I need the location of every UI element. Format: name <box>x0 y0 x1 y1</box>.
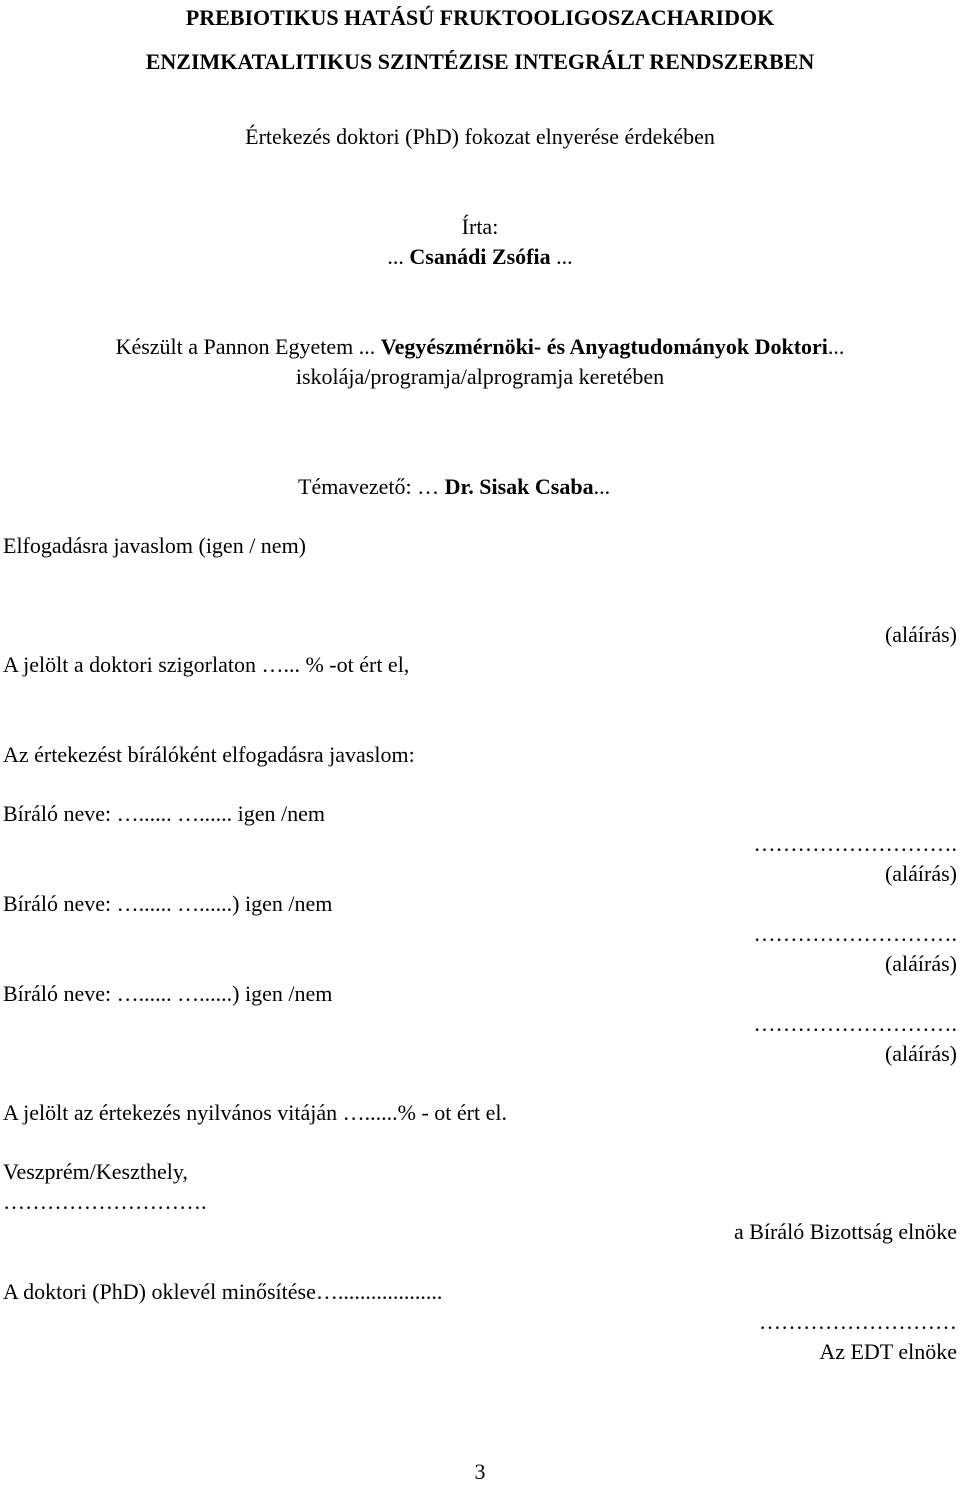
reviewer-signature-dots: ………………………. <box>753 1011 957 1036</box>
supervisor-suffix: ... <box>593 474 611 499</box>
institution-school: Vegyészmérnöki- és Anyagtudományok Doktori <box>380 334 828 359</box>
place-text: Veszprém/Keszthely, <box>3 1159 188 1184</box>
title-line-1: PREBIOTIKUS HATÁSÚ FRUKTOOLIGOSZACHARIDOK <box>185 5 775 30</box>
diploma-rating-text: A doktori (PhD) oklevél minősítése…................... <box>3 1279 443 1304</box>
author-label: Írta: <box>461 214 499 239</box>
author-name: Csanádi Zsófia <box>409 244 551 269</box>
title-line-2: ENZIMKATALITIKUS SZINTÉZISE INTEGRÁLT RENDSZERBEN <box>145 49 815 74</box>
edt-chair-label: Az EDT elnöke <box>819 1339 957 1364</box>
author-suffix: ... <box>550 244 573 269</box>
defense-result-text: A jelölt az értekezés nyilvános vitáján …......% - ot ért el. <box>3 1100 508 1125</box>
acceptance-text: Elfogadásra javaslom (igen / nem) <box>3 533 307 558</box>
reviewer-signature-label: (aláírás) <box>884 951 957 976</box>
place-dots: ………………………. <box>3 1189 207 1214</box>
reviewer-signature-label: (aláírás) <box>884 861 957 886</box>
reviewer-signature-label: (aláírás) <box>884 1041 957 1066</box>
supervisor-label: Témavezető: … <box>298 474 445 499</box>
reviewer-line: Bíráló neve: …...... …......) igen /nem <box>3 891 333 916</box>
author-line <box>0 243 960 271</box>
page-number: 3 <box>474 1459 486 1484</box>
reviewer-line: Bíráló neve: …...... …......) igen /nem <box>3 981 333 1006</box>
institution-prefix: Készült a Pannon Egyetem ... <box>115 334 381 359</box>
institution-line-2: iskolája/programja/alprogramja keretében <box>295 364 665 389</box>
institution-line-1 <box>0 333 960 361</box>
supervisor-line <box>298 473 610 501</box>
supervisor-signature-label: (aláírás) <box>884 622 957 647</box>
reviewers-intro: Az értekezést bírálóként elfogadásra javaslom: <box>3 742 415 767</box>
exam-result-text: A jelölt a doktori szigorlaton …... % -ot ért el, <box>3 652 410 677</box>
author-prefix: ... <box>387 244 410 269</box>
subtitle: Értekezés doktori (PhD) fokozat elnyerése érdekében <box>245 124 715 149</box>
reviewer-line: Bíráló neve: …...... …...... igen /nem <box>3 801 325 826</box>
reviewer-signature-dots: ………………………. <box>753 831 957 856</box>
reviewer-signature-dots: ………………………. <box>753 921 957 946</box>
institution-suffix: ... <box>827 334 845 359</box>
committee-chair-label: a Bíráló Bizottság elnöke <box>734 1219 957 1244</box>
edt-signature-dots: ……………………… <box>759 1309 957 1334</box>
supervisor-name: Dr. Sisak Csaba <box>444 474 594 499</box>
